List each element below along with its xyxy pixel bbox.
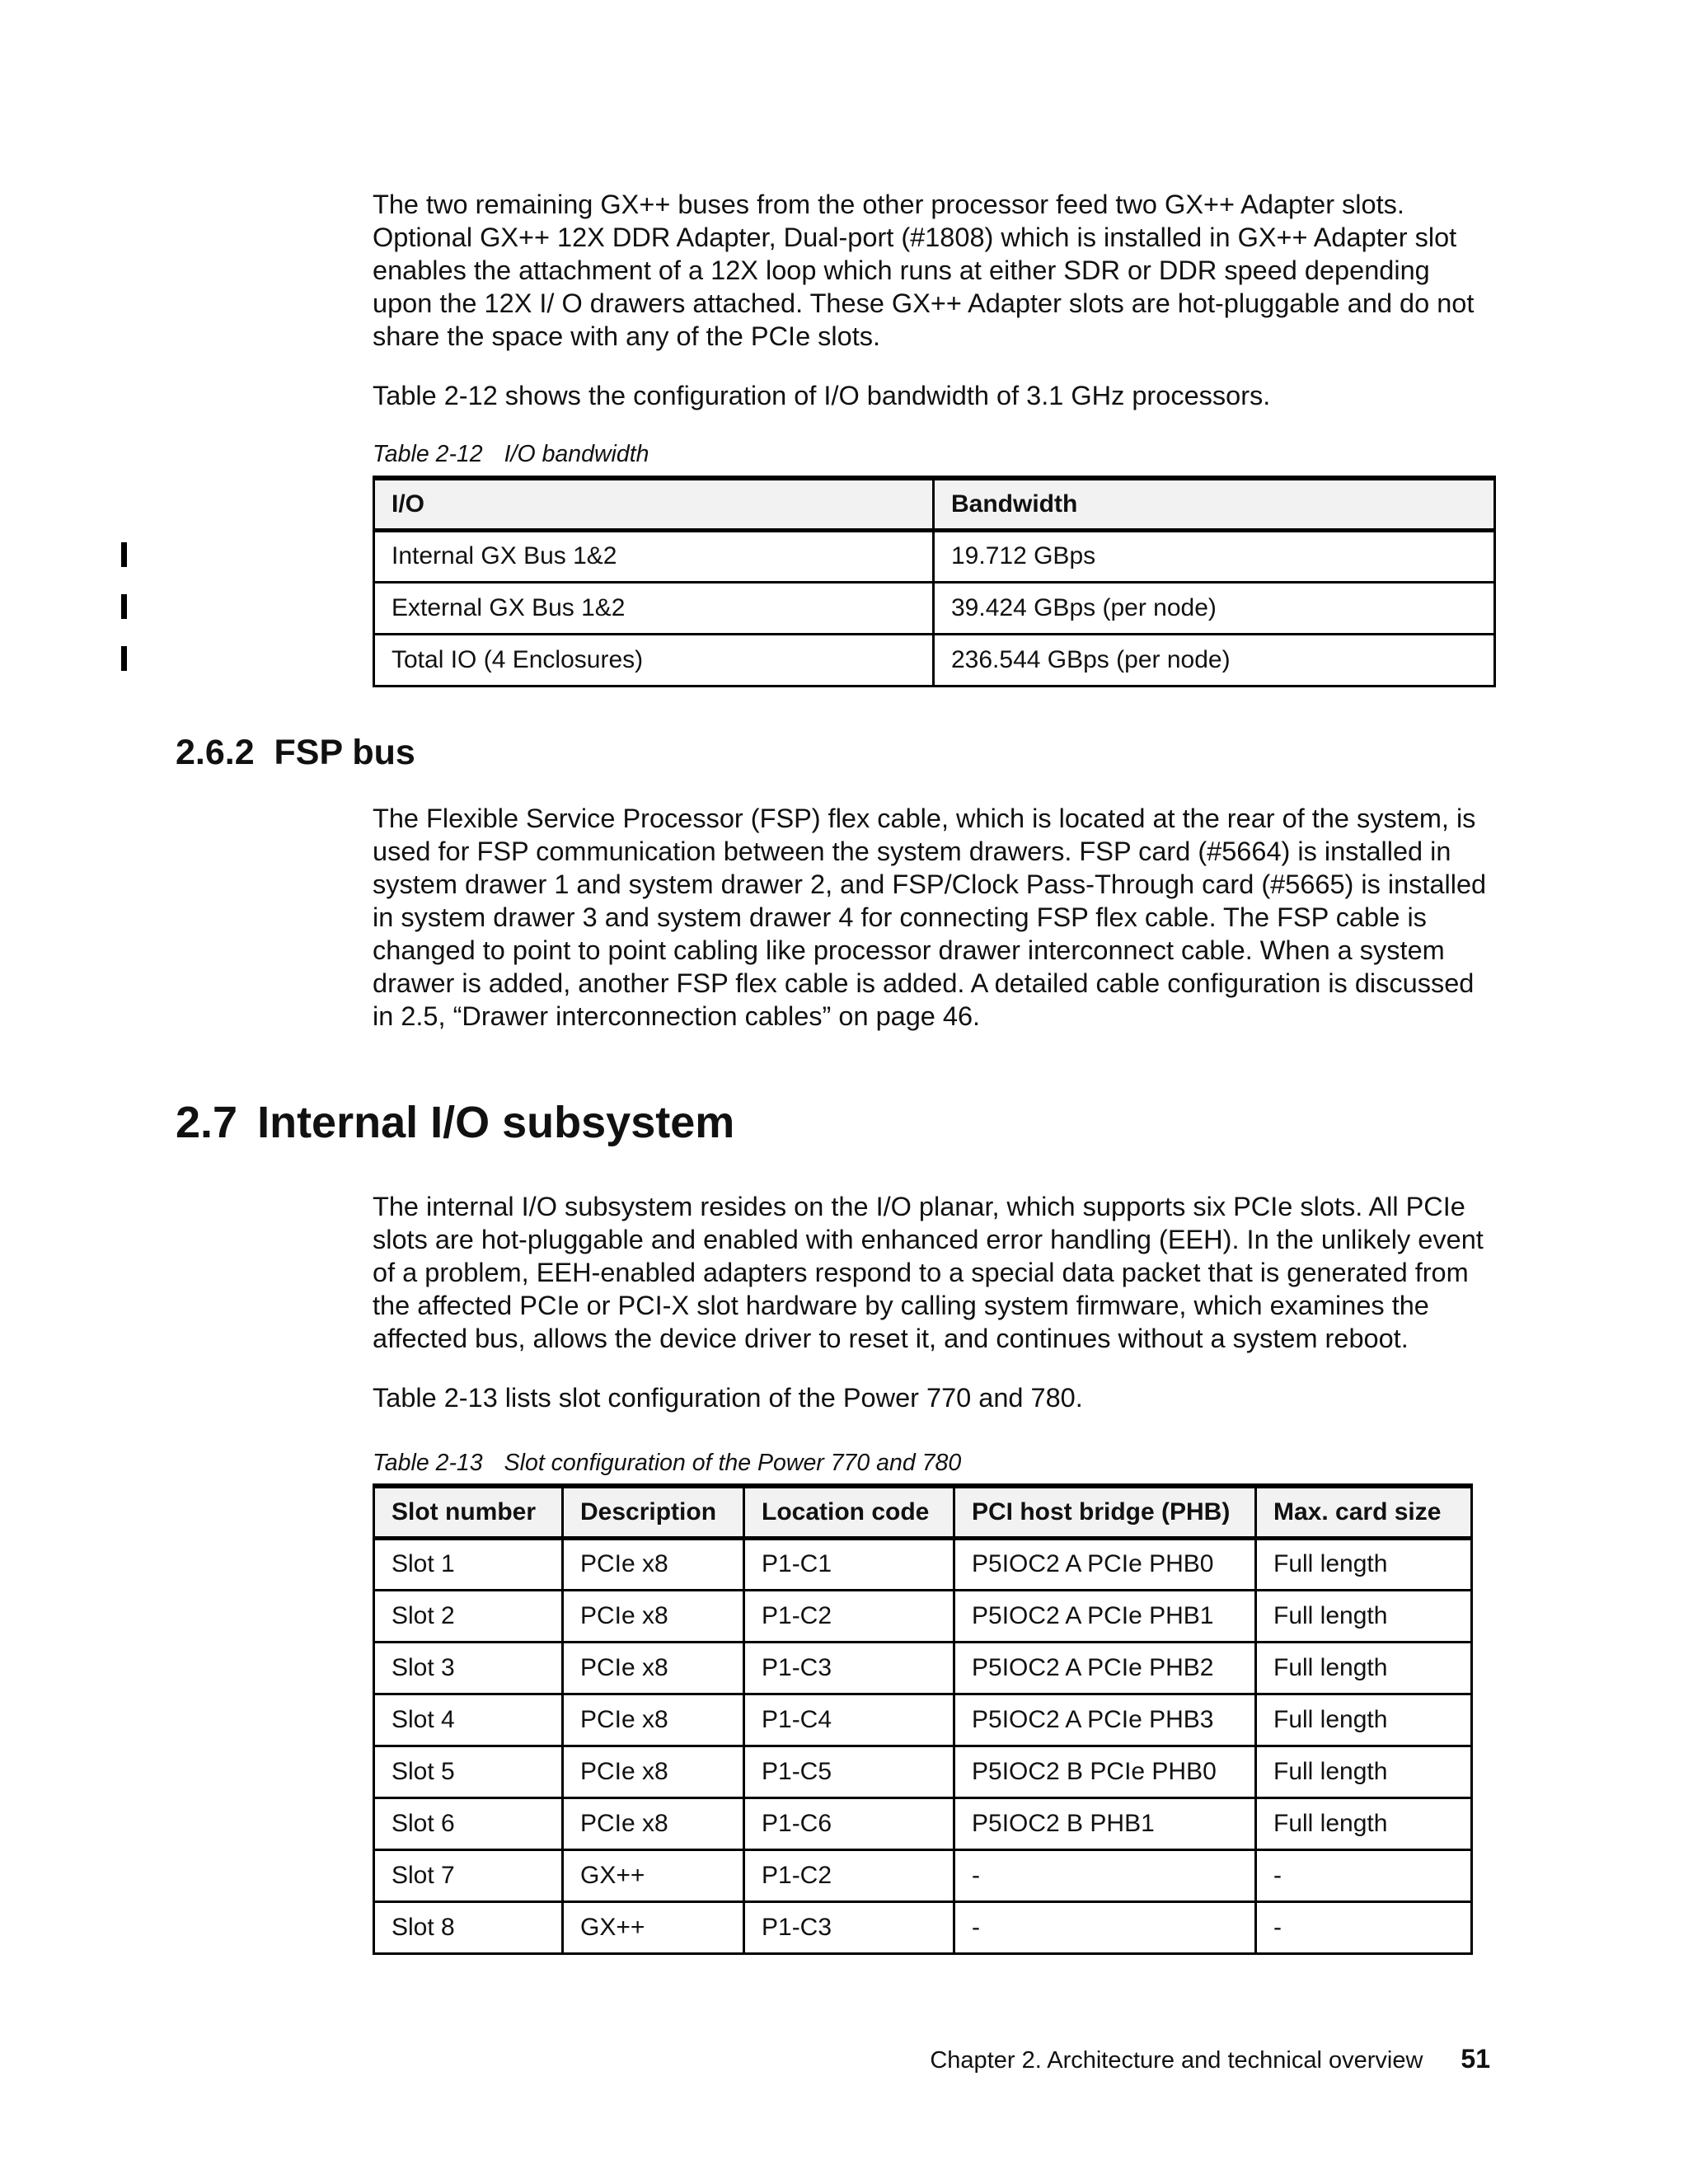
table-cell: PCIe x8 bbox=[563, 1642, 744, 1694]
table-row bbox=[374, 530, 1495, 582]
table-cell: Slot 4 bbox=[374, 1694, 563, 1746]
table-cell: Slot 8 bbox=[374, 1901, 563, 1953]
table-row bbox=[374, 1797, 1472, 1849]
table-cell: Internal GX Bus 1&2 bbox=[374, 530, 934, 582]
table-cell: P5IOC2 A PCIe PHB2 bbox=[954, 1642, 1256, 1694]
slot-configuration-table bbox=[373, 1483, 1473, 1955]
table-header-row bbox=[374, 1486, 1472, 1538]
table-io-caption-title: I/O bandwidth bbox=[504, 441, 649, 467]
table-row bbox=[374, 1849, 1472, 1901]
table-cell: Full length bbox=[1256, 1694, 1472, 1746]
column-header-io: I/O bbox=[374, 478, 934, 530]
section-title: Internal I/O subsystem bbox=[257, 1098, 735, 1147]
table-cell: Full length bbox=[1256, 1642, 1472, 1694]
change-bar bbox=[121, 542, 127, 567]
table-cell: Full length bbox=[1256, 1797, 1472, 1849]
table-cell: - bbox=[954, 1901, 1256, 1953]
column-header-bandwidth: Bandwidth bbox=[934, 478, 1495, 530]
table-slots-caption bbox=[373, 1449, 961, 1477]
intro-paragraph-1: The two remaining GX++ buses from the other processor feed two GX++ Adapter slots. Optional GX++ 12X DDR Adapter, Dual-port (#1808) which is installed in GX++ Adapter slot enables the attachment of a 12X loop which runs at either SDR or DDR speed depending upon the 12X I/ O drawers attached. These GX++ Adapter slots are hot-pluggable and do not share the space with any of the PCIe slots. bbox=[373, 190, 1475, 351]
table-cell: - bbox=[954, 1849, 1256, 1901]
table-cell: P1-C5 bbox=[744, 1746, 954, 1797]
table-cell: P1-C6 bbox=[744, 1797, 954, 1849]
table-cell: P5IOC2 B PHB1 bbox=[954, 1797, 1256, 1849]
table-row bbox=[374, 1538, 1472, 1590]
table-cell: P1-C2 bbox=[744, 1590, 954, 1642]
table-slots-caption-number: Table 2-13 bbox=[373, 1450, 483, 1476]
table-cell: PCIe x8 bbox=[563, 1746, 744, 1797]
table-cell: P5IOC2 A PCIe PHB3 bbox=[954, 1694, 1256, 1746]
table-io-caption bbox=[373, 440, 649, 468]
table-cell: P1-C2 bbox=[744, 1849, 954, 1901]
column-header-location-code: Location code bbox=[744, 1486, 954, 1538]
table-cell: External GX Bus 1&2 bbox=[374, 582, 934, 634]
table-row bbox=[374, 1901, 1472, 1953]
io-paragraph-1: The internal I/O subsystem resides on the I/O planar, which supports six PCIe slots. All PCIe slots are hot-pluggable and enabled with enhanced error handling (EEH). In the unlikely event of a problem, EEH-enabled adapters respond to a special data packet that is generated from the affected PCIe or PCI-X slot hardware by calling system firmware, which examines the affected bus, allows the device driver to reset it, and continues without a system reboot. bbox=[373, 1192, 1484, 1353]
table-cell: Total IO (4 Enclosures) bbox=[374, 634, 934, 686]
table-cell: GX++ bbox=[563, 1849, 744, 1901]
table-header-row bbox=[374, 478, 1495, 530]
table-cell: P1-C1 bbox=[744, 1538, 954, 1590]
table-cell: Slot 2 bbox=[374, 1590, 563, 1642]
table-slots-caption-title: Slot configuration of the Power 770 and 780 bbox=[504, 1450, 962, 1476]
intro-paragraph-2: Table 2-12 shows the configuration of I/O bandwidth of 3.1 GHz processors. bbox=[373, 381, 1271, 410]
table-cell: 236.544 GBps (per node) bbox=[934, 634, 1495, 686]
column-header-max-card-size: Max. card size bbox=[1256, 1486, 1472, 1538]
change-bar bbox=[121, 646, 127, 671]
change-bar bbox=[121, 594, 127, 619]
table-cell: PCIe x8 bbox=[563, 1694, 744, 1746]
table-row bbox=[374, 1694, 1472, 1746]
table-cell: 39.424 GBps (per node) bbox=[934, 582, 1495, 634]
table-row bbox=[374, 1590, 1472, 1642]
column-header-phb: PCI host bridge (PHB) bbox=[954, 1486, 1256, 1538]
table-row bbox=[374, 1642, 1472, 1694]
table-io-caption-number: Table 2-12 bbox=[373, 441, 483, 467]
table-row bbox=[374, 634, 1495, 686]
fsp-paragraph: The Flexible Service Processor (FSP) flex cable, which is located at the rear of the system, is used for FSP communication between the system drawers. FSP card (#5664) is installed in system drawer 1 and system drawer 2, and FSP/Clock Pass-Through card (#5665) is installed in system drawer 3 and system drawer 4 for connecting FSP flex cable. The FSP cable is changed to point to point cabling like processor drawer interconnect cable. When a system drawer is added, another FSP flex cable is added. A detailed cable configuration is discussed in 2.5, “Drawer interconnection cables” on page 46. bbox=[373, 804, 1487, 1031]
table-cell: - bbox=[1256, 1849, 1472, 1901]
section-heading-internal-io bbox=[176, 1096, 734, 1149]
table-cell: P5IOC2 B PCIe PHB0 bbox=[954, 1746, 1256, 1797]
table-cell: P5IOC2 A PCIe PHB0 bbox=[954, 1538, 1256, 1590]
table-cell: P1-C3 bbox=[744, 1901, 954, 1953]
table-cell: 19.712 GBps bbox=[934, 530, 1495, 582]
table-cell: PCIe x8 bbox=[563, 1538, 744, 1590]
table-cell: Slot 5 bbox=[374, 1746, 563, 1797]
page-number: 51 bbox=[1461, 2044, 1490, 2074]
table-cell: Slot 6 bbox=[374, 1797, 563, 1849]
table-cell: P1-C4 bbox=[744, 1694, 954, 1746]
table-cell: GX++ bbox=[563, 1901, 744, 1953]
section-number: 2.7 bbox=[176, 1098, 238, 1147]
table-row bbox=[374, 1746, 1472, 1797]
table-cell: Full length bbox=[1256, 1590, 1472, 1642]
table-cell: Slot 7 bbox=[374, 1849, 563, 1901]
io-bandwidth-table bbox=[373, 476, 1496, 687]
table-cell: Full length bbox=[1256, 1538, 1472, 1590]
table-cell: PCIe x8 bbox=[563, 1590, 744, 1642]
table-cell: Slot 1 bbox=[374, 1538, 563, 1590]
page-footer bbox=[930, 2042, 1490, 2077]
footer-chapter-title: Chapter 2. Architecture and technical overview bbox=[930, 2047, 1423, 2074]
table-cell: Full length bbox=[1256, 1746, 1472, 1797]
table-cell: P1-C3 bbox=[744, 1642, 954, 1694]
table-cell: - bbox=[1256, 1901, 1472, 1953]
table-row bbox=[374, 582, 1495, 634]
io-paragraph-2: Table 2-13 lists slot configuration of the Power 770 and 780. bbox=[373, 1383, 1083, 1413]
column-header-slot-number: Slot number bbox=[374, 1486, 563, 1538]
table-cell: Slot 3 bbox=[374, 1642, 563, 1694]
column-header-description: Description bbox=[563, 1486, 744, 1538]
section-heading-fsp-bus: 2.6.2 FSP bus bbox=[176, 733, 415, 772]
table-cell: P5IOC2 A PCIe PHB1 bbox=[954, 1590, 1256, 1642]
table-cell: PCIe x8 bbox=[563, 1797, 744, 1849]
